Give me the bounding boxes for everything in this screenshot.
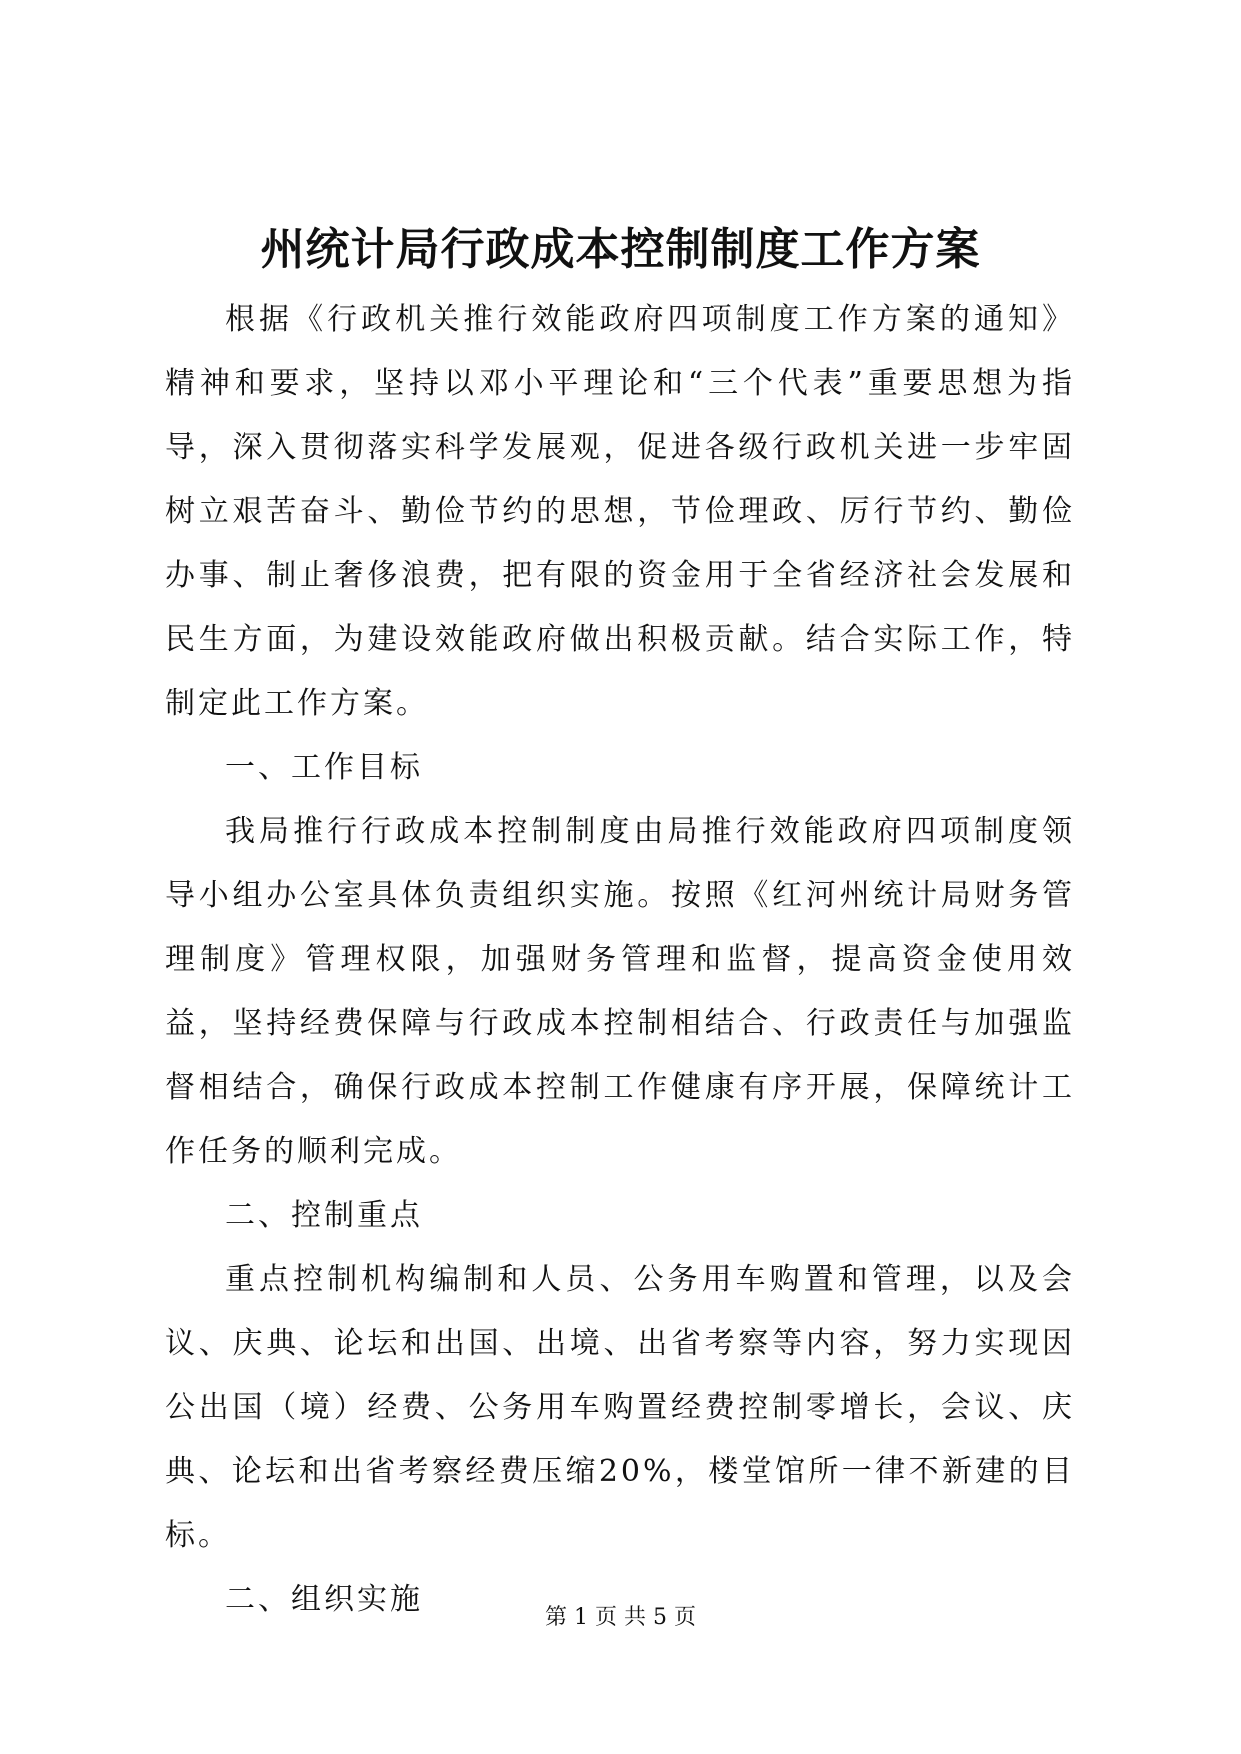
control-focus-paragraph: 重点控制机构编制和人员、公务用车购置和管理，以及会议、庆典、论坛和出国、出境、出省考察等内容，努力实现因公出国（境）经费、公务用车购置经费控制零增长，会议、庆典、论坛和出省考察经费压缩20%，楼堂馆所一律不新建的目标。 [165,1262,1075,1553]
intro-paragraph: 根据《行政机关推行效能政府四项制度工作方案的通知》精神和要求，坚持以邓小平理论和“三个代表”重要思想为指导，深入贯彻落实科学发展观，促进各级行政机关进一步牢固树立艰苦奋斗、勤俭节约的思想，节俭理政、厉行节约、勤俭办事、制止奢侈浪费，把有限的资金用于全省经济社会发展和民生方面，为建设效能政府做出积极贡献。结合实际工作，特制定此工作方案。 [165,302,1075,721]
section-heading-implementation: 二、组织实施 [225,1582,423,1617]
goals-paragraph: 我局推行行政成本控制制度由局推行效能政府四项制度领导小组办公室具体负责组织实施。按照《红河州统计局财务管理制度》管理权限，加强财务管理和监督，提高资金使用效益，坚持经费保障与行政成本控制相结合、行政责任与加强监督相结合，确保行政成本控制工作健康有序开展，保障统计工作任务的顺利完成。 [165,814,1075,1169]
section-heading-goals: 一、工作目标 [225,750,423,785]
page-footer: 第 1 页 共 5 页 [545,1605,696,1630]
document-title: 州统计局行政成本控制制度工作方案 [260,224,981,275]
document-body [165,288,1075,1632]
section-heading-control-focus: 二、控制重点 [225,1198,423,1233]
